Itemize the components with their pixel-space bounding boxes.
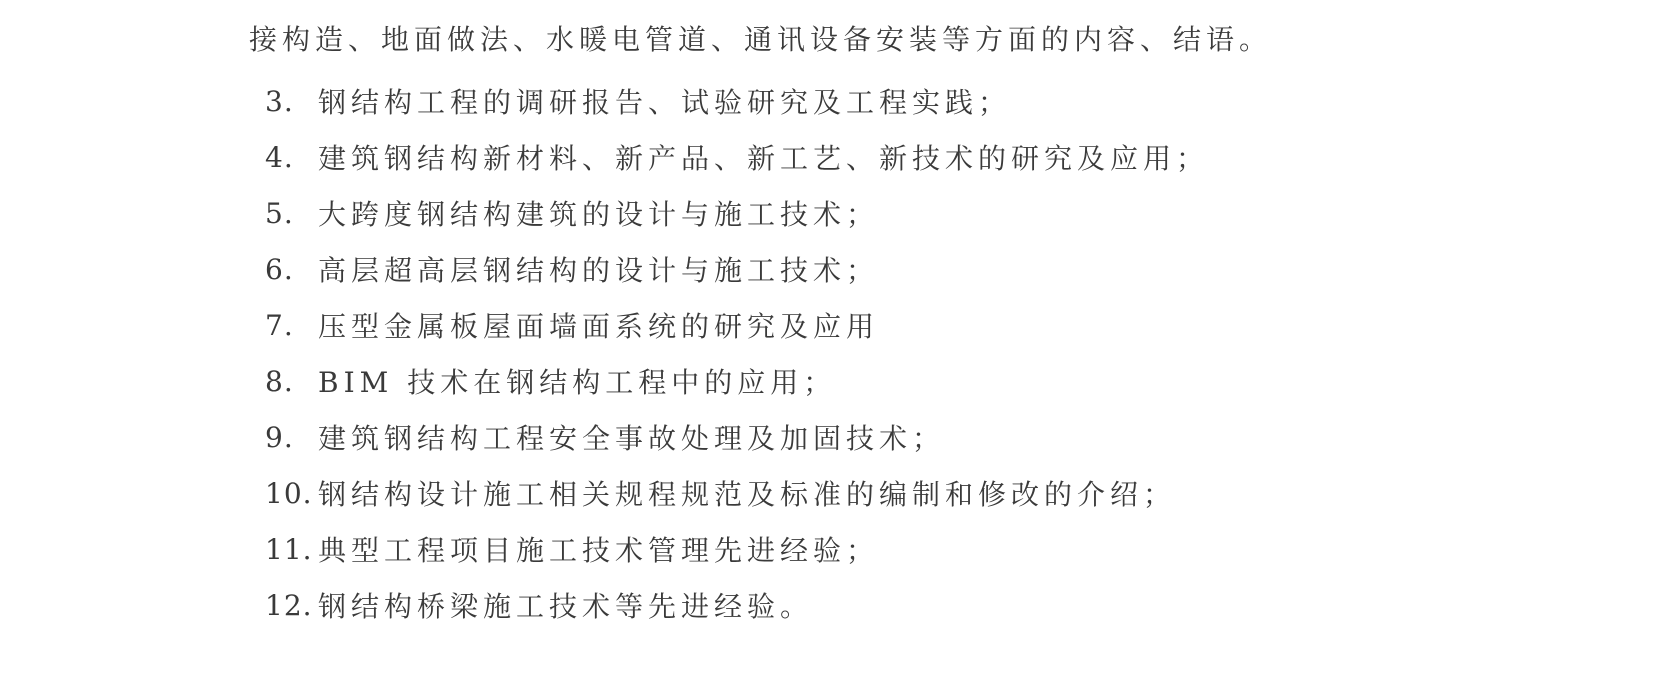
list-item-text: 建筑钢结构新材料、新产品、新工艺、新技术的研究及应用； bbox=[318, 142, 1210, 175]
list-item-number: 5. bbox=[265, 196, 294, 230]
list-item-text: BIM 技术在钢结构工程中的应用； bbox=[318, 366, 837, 399]
list-item-number: 9. bbox=[265, 420, 294, 454]
numbered-list bbox=[0, 73, 1654, 633]
list-item-text: 大跨度钢结构建筑的设计与施工技术； bbox=[318, 198, 880, 231]
list-item-number: 7. bbox=[265, 308, 294, 342]
list-item-number: 3. bbox=[265, 84, 294, 118]
list-item-text: 高层超高层钢结构的设计与施工技术； bbox=[318, 254, 880, 287]
list-item-text: 钢结构设计施工相关规程规范及标准的编制和修改的介绍； bbox=[318, 478, 1177, 511]
list-item bbox=[0, 241, 1654, 297]
list-item bbox=[0, 185, 1654, 241]
list-item-number: 8. bbox=[265, 364, 294, 398]
list-item-text: 建筑钢结构工程安全事故处理及加固技术； bbox=[318, 422, 946, 455]
list-item-text: 典型工程项目施工技术管理先进经验； bbox=[318, 534, 880, 567]
list-item-number: 6. bbox=[265, 252, 294, 286]
list-item bbox=[0, 73, 1654, 129]
list-item-text: 压型金属板屋面墙面系统的研究及应用 bbox=[318, 310, 880, 343]
paragraph-continuation-line: 接构造、地面做法、水暖电管道、通讯设备安装等方面的内容、结语。 bbox=[249, 23, 1273, 56]
list-item-number: 10. bbox=[265, 476, 313, 510]
list-item-number: 4. bbox=[265, 140, 294, 174]
list-item-text: 钢结构桥梁施工技术等先进经验。 bbox=[318, 590, 814, 623]
list-item-text: 钢结构工程的调研报告、试验研究及工程实践； bbox=[318, 86, 1012, 119]
list-item bbox=[0, 409, 1654, 465]
list-item bbox=[0, 353, 1654, 409]
list-item bbox=[0, 297, 1654, 353]
list-item-number: 11. bbox=[265, 532, 313, 566]
list-item bbox=[0, 129, 1654, 185]
list-item-number: 12. bbox=[265, 588, 313, 622]
list-item bbox=[0, 577, 1654, 633]
list-item bbox=[0, 521, 1654, 577]
list-item bbox=[0, 465, 1654, 521]
